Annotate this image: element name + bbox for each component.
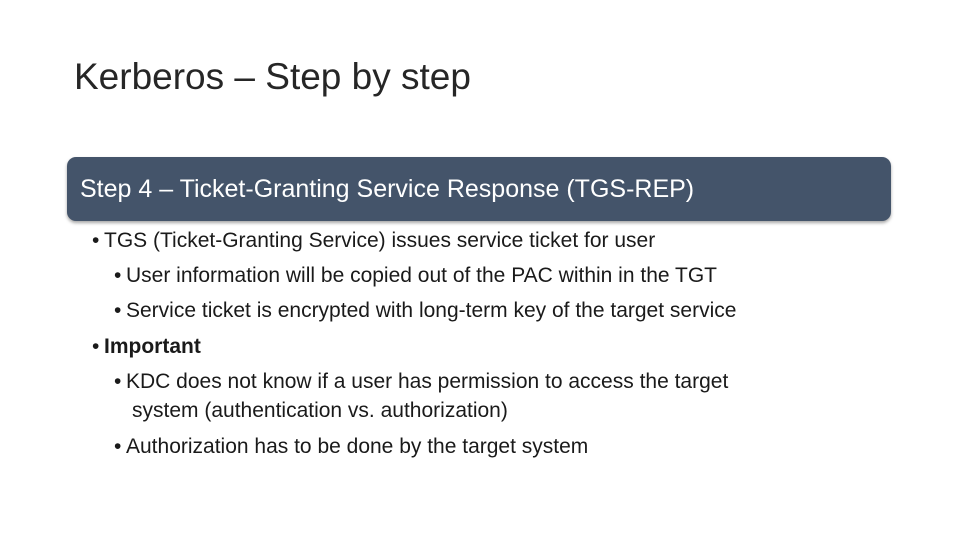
bullet-text: Service ticket is encrypted with long-term key of the target service — [126, 299, 737, 322]
bullet-item — [92, 226, 655, 256]
bullet-text: system (authentication vs. authorization) — [132, 399, 508, 422]
bullet-item — [114, 296, 736, 326]
bullet-text: Authorization has to be done by the target system — [126, 435, 589, 458]
bullet-item — [114, 261, 717, 291]
bullet-dot: • — [114, 299, 122, 322]
bullet-dot: • — [92, 335, 100, 358]
bullet-text: KDC does not know if a user has permission to access the target — [126, 370, 729, 393]
step-banner — [67, 157, 891, 221]
bullet-text: TGS (Ticket-Granting Service) issues service ticket for user — [104, 229, 656, 252]
bullet-dot: • — [114, 370, 122, 393]
bullet-dot: • — [114, 435, 122, 458]
bullet-item — [114, 367, 728, 397]
bullet-text: User information will be copied out of the PAC within in the TGT — [126, 264, 717, 287]
bullet-item — [92, 332, 201, 362]
bullet-dot: • — [114, 264, 122, 287]
bullet-item-continuation — [132, 396, 508, 426]
bullet-dot: • — [92, 229, 100, 252]
slide-title: Kerberos – Step by step — [74, 56, 471, 97]
bullet-item — [114, 432, 588, 462]
step-banner-text: Step 4 – Ticket-Granting Service Response (TGS-REP) — [80, 174, 695, 203]
bullet-text-important: Important — [104, 335, 201, 358]
